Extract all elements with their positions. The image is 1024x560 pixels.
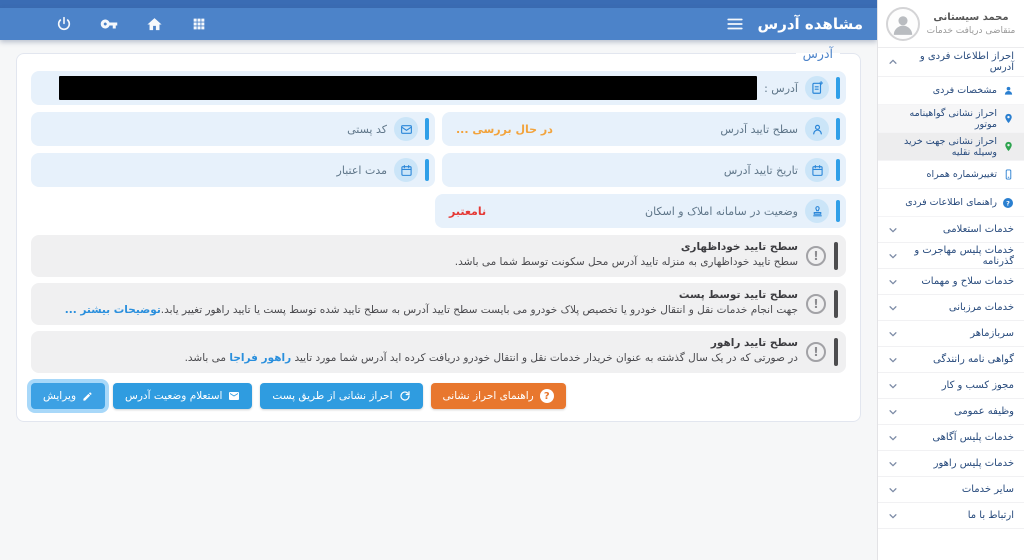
sidebar-group-label: خدمات مرزبانی xyxy=(948,302,1014,313)
envelope-icon xyxy=(228,390,240,402)
field-approval-level xyxy=(442,112,846,146)
info-body-text: در صورتی که در یک سال گذشته به عنوان خریدار خدمات نقل و انتقال خودرو دریافت کرده اید آدرس شما مورد تایید xyxy=(291,352,798,365)
sidebar-group-border-services[interactable] xyxy=(878,295,1024,321)
redacted-value xyxy=(59,76,757,100)
info-box-rahvar-verification xyxy=(31,331,846,373)
sidebar-group-label: سربازماهر xyxy=(970,328,1014,339)
sidebar-item-personal-info[interactable] xyxy=(878,77,1024,105)
info-title: سطح تایید خوداظهاری xyxy=(680,241,798,254)
button-label: راهنمای احراز نشانی xyxy=(442,390,534,402)
stamp-icon xyxy=(805,199,829,223)
person-silhouette-icon xyxy=(890,11,916,37)
key-icon[interactable] xyxy=(100,15,118,33)
top-strip xyxy=(0,0,877,8)
chevron-down-icon xyxy=(888,511,898,521)
question-circle-icon xyxy=(1002,197,1014,209)
chevron-down-icon xyxy=(888,303,898,313)
apps-grid-icon[interactable] xyxy=(191,16,207,32)
field-label: وضعیت در سامانه املاک و اسکان xyxy=(645,204,798,218)
page-title: مشاهده آدرس xyxy=(757,15,863,33)
sidebar-group-immigration-passport[interactable] xyxy=(878,243,1024,269)
exclamation-icon: ! xyxy=(806,294,826,314)
accent-bar-dark xyxy=(834,242,838,270)
user-role: متقاضی دریافت خدمات xyxy=(926,25,1016,36)
verify-address-via-post-button[interactable] xyxy=(260,383,422,409)
menu-icon[interactable] xyxy=(726,15,744,33)
sidebar-item-change-mobile[interactable] xyxy=(878,161,1024,189)
field-label: آدرس : xyxy=(764,81,798,95)
chevron-down-icon xyxy=(888,329,898,339)
header-icon-group xyxy=(56,15,207,33)
sidebar-group-label: ارتباط با ما xyxy=(967,510,1014,521)
accent-bar-dark xyxy=(834,338,838,366)
button-label: استعلام وضعیت آدرس xyxy=(125,390,223,402)
chevron-down-icon xyxy=(888,485,898,495)
user-names xyxy=(926,12,1016,36)
sidebar-group-label: خدمات استعلامی xyxy=(942,224,1014,235)
info-body-text: می باشد. xyxy=(184,352,230,365)
sidebar-group-business-permit[interactable] xyxy=(878,373,1024,399)
field-address xyxy=(31,71,846,105)
document-plus-icon xyxy=(805,76,829,100)
sidebar-group-label: خدمات سلاح و مهمات xyxy=(921,276,1014,287)
accent-bar xyxy=(836,200,840,222)
field-postal-code xyxy=(31,112,435,146)
home-icon[interactable] xyxy=(146,16,163,33)
chevron-down-icon xyxy=(888,355,898,365)
sidebar-group-detective-police[interactable] xyxy=(878,425,1024,451)
rahvar-faraja-link[interactable]: راهور فراجا xyxy=(229,352,292,365)
info-body-text: جهت انجام خدمات نقل و انتقال خودرو یا تخصیص پلاک خودرو می بایست سطح تایید آدرس به سطح تایید شده توسط پست یا تایید راهور تغییر یابد. xyxy=(160,304,798,317)
user-icon xyxy=(1002,85,1014,96)
sidebar-group-other-services[interactable] xyxy=(878,477,1024,503)
button-label: ویرایش xyxy=(43,390,77,402)
address-panel xyxy=(16,46,861,422)
field-label: تاریخ تایید آدرس xyxy=(723,163,798,177)
refresh-icon xyxy=(399,390,411,402)
power-icon[interactable] xyxy=(56,16,72,32)
question-icon: ? xyxy=(540,389,554,403)
sidebar-item-label: مشخصات فردی xyxy=(932,85,997,96)
more-details-link[interactable]: توضیحات بیشتر ... xyxy=(64,304,161,317)
field-value xyxy=(39,76,757,100)
field-approval-date xyxy=(442,153,846,187)
chevron-down-icon xyxy=(888,251,898,261)
accent-bar xyxy=(425,118,429,140)
info-body xyxy=(65,303,798,318)
sidebar-group-label: سایر خدمات xyxy=(961,484,1014,495)
sidebar-group-traffic-police[interactable] xyxy=(878,451,1024,477)
sidebar-group-label: وظیفه عمومی xyxy=(953,406,1014,417)
chevron-up-icon xyxy=(888,57,898,67)
sidebar-group-label: گواهی نامه رانندگی xyxy=(933,354,1014,365)
sidebar-item-vehicle-purchase-address[interactable] xyxy=(878,133,1024,161)
app-header xyxy=(0,8,877,40)
calendar-icon xyxy=(394,158,418,182)
sidebar-group-inquiry-services[interactable] xyxy=(878,217,1024,243)
pencil-icon xyxy=(82,391,93,402)
accent-bar-dark xyxy=(834,290,838,318)
sidebar-group-label: مجوز کسب و کار xyxy=(941,380,1014,391)
info-body: سطح تایید خوداظهاری به منزله تایید آدرس محل سکونت توسط شما می باشد. xyxy=(454,256,798,269)
action-buttons xyxy=(31,383,846,409)
calendar-icon xyxy=(805,158,829,182)
chevron-down-icon xyxy=(888,381,898,391)
info-text xyxy=(185,337,798,366)
field-validity xyxy=(31,153,435,187)
pin-icon xyxy=(1002,113,1014,124)
address-verification-guide-button[interactable] xyxy=(431,383,566,409)
sidebar-group-label: خدمات پلیس آگاهی xyxy=(932,432,1014,443)
sidebar-item-motor-license-address[interactable] xyxy=(878,105,1024,133)
exclamation-icon: ! xyxy=(806,246,826,266)
sidebar-item-label: احراز نشانی جهت خرید وسیله نقلیه xyxy=(904,135,997,158)
address-status-inquiry-button[interactable] xyxy=(113,383,252,409)
sidebar-group-label: خدمات پلیس مهاجرت و گذرنامه xyxy=(914,244,1014,267)
sidebar-group-contact-us[interactable] xyxy=(878,503,1024,529)
info-text xyxy=(65,289,798,318)
avatar xyxy=(886,7,920,41)
field-label: مدت اعتبار xyxy=(336,163,387,177)
field-value-status: نامعتبر xyxy=(449,204,487,218)
info-text xyxy=(455,241,798,270)
sidebar-group-driving-license[interactable] xyxy=(878,347,1024,373)
field-label: سطح تایید آدرس xyxy=(720,122,798,136)
accent-bar xyxy=(425,159,429,181)
pin-icon xyxy=(1002,141,1014,152)
field-value-status: در حال بررسی ... xyxy=(456,122,553,136)
header-right xyxy=(726,15,864,33)
accent-bar xyxy=(836,159,840,181)
sidebar-group-weapons-ammo[interactable] xyxy=(878,269,1024,295)
sidebar xyxy=(877,0,1024,560)
chevron-down-icon xyxy=(888,277,898,287)
sidebar-item-personal-info-guide[interactable] xyxy=(878,189,1024,217)
sidebar-group-label: خدمات پلیس راهور xyxy=(933,458,1014,469)
sidebar-group-identity-address[interactable] xyxy=(878,48,1024,77)
sidebar-group-skilled-soldier[interactable] xyxy=(878,321,1024,347)
user-profile xyxy=(878,0,1024,48)
info-box-self-declaration xyxy=(31,235,846,277)
edit-button[interactable] xyxy=(31,383,105,409)
sidebar-item-label: تغییرشماره همراه xyxy=(926,169,997,180)
sidebar-group-label: احراز اطلاعات فردی و آدرس xyxy=(919,51,1014,73)
field-label: کد پستی xyxy=(347,122,387,136)
chevron-down-icon xyxy=(888,225,898,235)
user-icon xyxy=(805,117,829,141)
info-box-post-verification xyxy=(31,283,846,325)
chevron-down-icon xyxy=(888,407,898,417)
exclamation-icon: ! xyxy=(806,342,826,362)
sidebar-item-label: راهنمای اطلاعات فردی xyxy=(905,197,997,208)
info-title: سطح تایید توسط پست xyxy=(678,289,798,302)
empty-cell xyxy=(31,194,428,228)
content-area xyxy=(0,40,877,560)
chevron-down-icon xyxy=(888,459,898,469)
sidebar-collapsed-groups xyxy=(878,217,1024,529)
mobile-icon xyxy=(1002,169,1014,180)
svg-text:?: ? xyxy=(1006,198,1010,207)
info-body xyxy=(185,351,798,366)
panel-legend: آدرس xyxy=(802,46,833,61)
sidebar-group-public-duty[interactable] xyxy=(878,399,1024,425)
accent-bar xyxy=(836,118,840,140)
sidebar-item-label: احراز نشانی گواهینامه موتور xyxy=(909,107,997,130)
field-estate-status xyxy=(435,194,846,228)
user-name: محمد سیستانی xyxy=(933,11,1009,23)
button-label: احراز نشانی از طریق پست xyxy=(272,390,393,402)
chevron-down-icon xyxy=(888,433,898,443)
envelope-icon xyxy=(394,117,418,141)
info-title: سطح تایید راهور xyxy=(710,337,798,350)
accent-bar xyxy=(836,77,840,99)
